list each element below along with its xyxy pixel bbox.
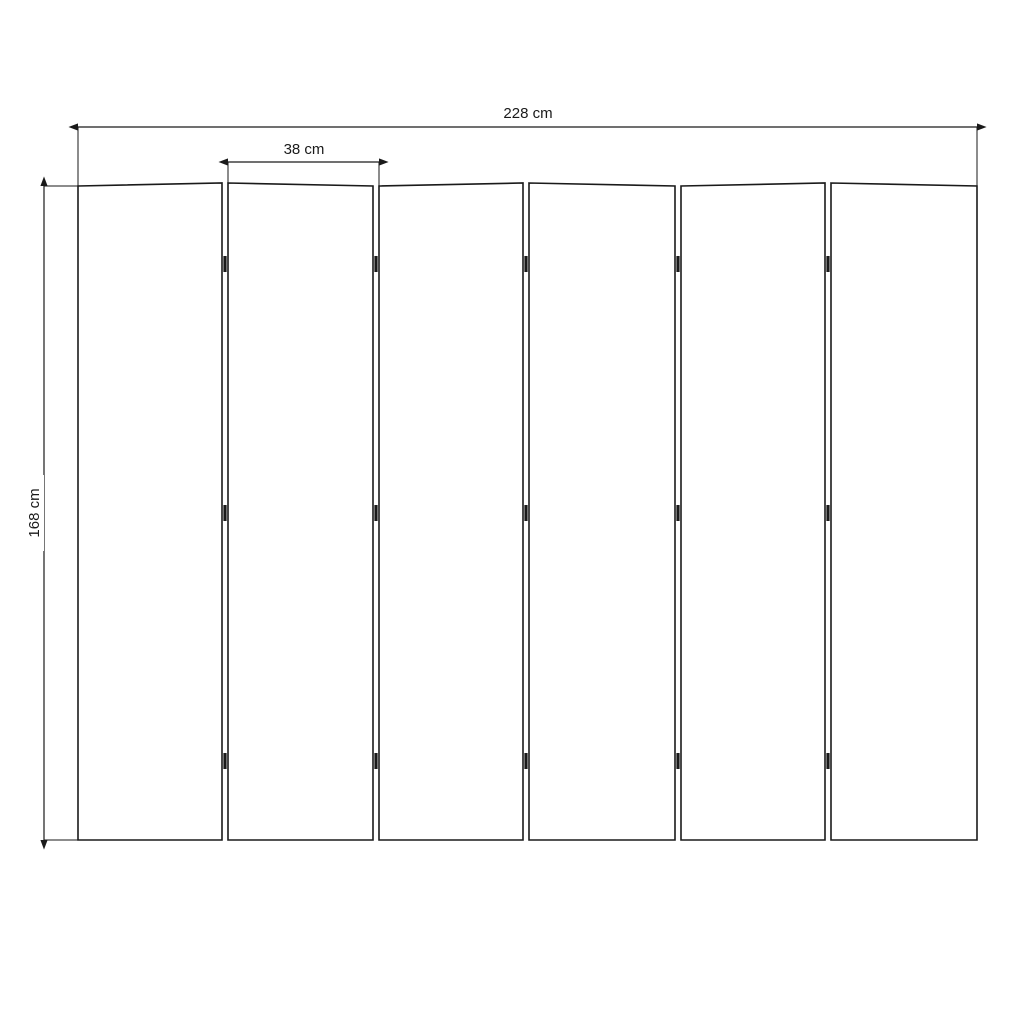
total-width-dimension bbox=[78, 102, 977, 186]
panel-1 bbox=[78, 183, 222, 840]
panel-3 bbox=[379, 183, 523, 840]
panel-2 bbox=[228, 183, 373, 840]
panel-6 bbox=[831, 183, 977, 840]
panel-5 bbox=[681, 183, 825, 840]
panel-4 bbox=[529, 183, 675, 840]
height-dimension bbox=[24, 186, 78, 840]
panel-width-dimension bbox=[228, 138, 379, 186]
panel-width-label: 38 cm bbox=[283, 141, 325, 158]
total-width-label: 228 cm bbox=[503, 105, 553, 122]
height-label: 168 cm bbox=[26, 488, 43, 538]
